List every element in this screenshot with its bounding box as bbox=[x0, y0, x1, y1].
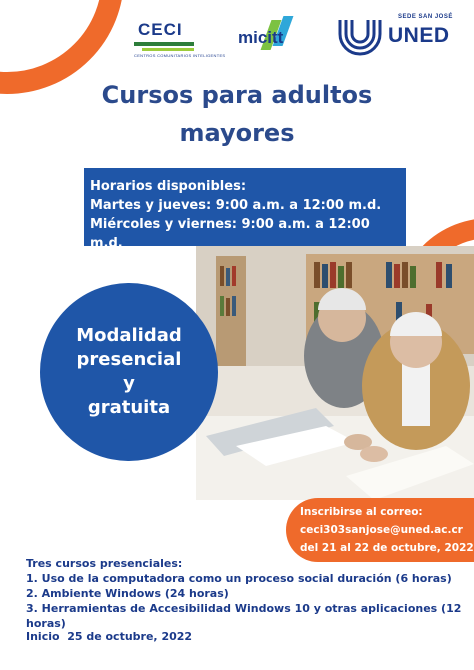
micitt-logo: micitt bbox=[238, 14, 298, 54]
ceci-logo: CECI CENTROS COMUNITARIOS INTELIGENTES bbox=[134, 20, 226, 58]
uned-logo: SEDE SAN JOSÉ UNED bbox=[336, 12, 456, 60]
course-list: Tres cursos presenciales: 1. Uso de la computadora como un proceso social duración (6 horas) 2. Ambiente Windows (24 horas) 3. Herramientas de Accesibilidad Windows 10 y otras aplicaciones (12 horas) bbox=[26, 556, 466, 631]
list-item: 2. Ambiente Windows (24 horas) bbox=[26, 587, 229, 600]
list-item: 1. Uso de la computadora como un proceso social duración (6 horas) bbox=[26, 572, 452, 585]
list-item: 3. Herramientas de Accesibilidad Windows 10 y otras aplicaciones (12 horas) bbox=[26, 602, 462, 630]
start-date: Inicio 25 de octubre, 2022 bbox=[26, 630, 193, 643]
modality-badge: Modalidad presencial y gratuita bbox=[40, 283, 218, 461]
page-title: Cursos para adultos mayores bbox=[101, 81, 373, 147]
uned-emblem-icon bbox=[336, 16, 384, 56]
seniors-photo bbox=[196, 246, 474, 500]
registration-email[interactable]: ceci303sanjose@uned.ac.cr bbox=[300, 524, 463, 536]
registration-box: Inscribirse al correo: ceci303sanjose@uned.ac.cr del 21 al 22 de octubre, 2022 bbox=[286, 498, 474, 562]
schedule-box: Horarios disponibles: Martes y jueves: 9:00 a.m. a 12:00 m.d. Miércoles y viernes: 9:00 a.m. a 12:00 m.d. bbox=[84, 168, 406, 246]
